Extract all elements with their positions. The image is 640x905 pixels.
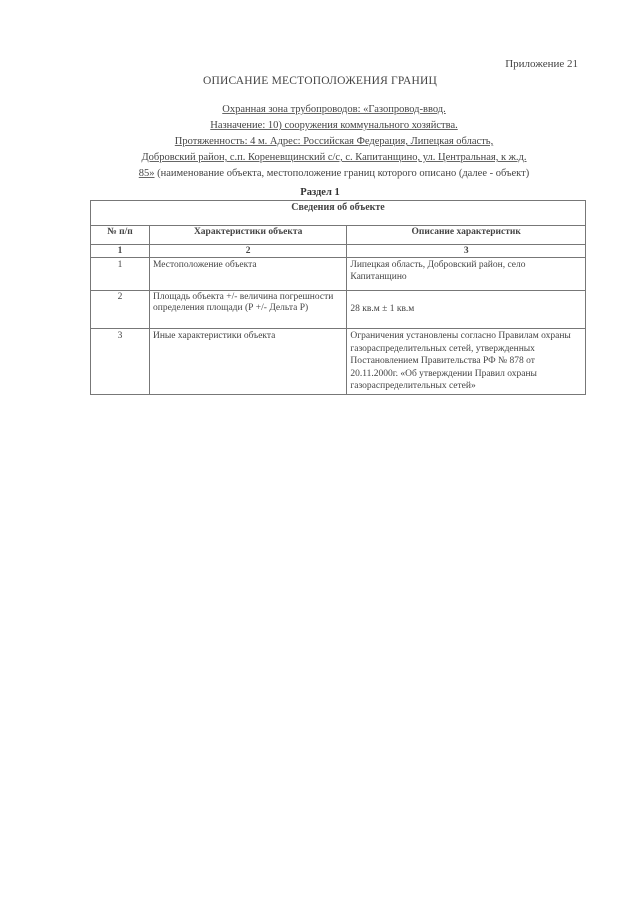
table-row [91,258,586,291]
table-caption: Сведения об объекте [91,201,586,226]
row-number: 1 [91,258,150,291]
row-characteristic: Местоположение объекта [149,258,346,291]
row-characteristic: Иные характеристики объекта [149,329,346,395]
table-caption-row [91,201,586,226]
row-characteristic: Площадь объекта +/- величина погрешности определения площади (Р +/- Дельта Р) [149,291,346,329]
column-header: № п/п [91,226,150,245]
column-number: 2 [149,245,346,258]
table-row [91,329,586,395]
row-description: 28 кв.м ± 1 кв.м [347,291,586,329]
object-description-line: Назначение: 10) сооружения коммунального хозяйства. [210,120,458,131]
appendix-label: Приложение 21 [505,58,578,70]
object-info-table [90,200,586,395]
column-number: 1 [91,245,150,258]
column-header: Характеристики объекта [149,226,346,245]
object-description-line: Охранная зона трубопроводов: «Газопровод-ввод. [222,104,446,115]
row-number: 2 [91,291,150,329]
table-row [91,291,586,329]
row-description: Ограничения установлены согласно Правилам охраны газораспределительных сетей, утвержденных Постановлением Правительства РФ № 878 от 20.11.2000г. «Об утверждении Правил охраны газораспределительных сетей» [347,329,586,395]
object-description-line: Протяженность: 4 м. Адрес: Российская Федерация, Липецкая область, [174,136,494,147]
column-header: Описание характеристик [347,226,586,245]
object-description-note: (наименование объекта, местоположение границ которого описано (далее - объект) [154,168,530,179]
table-header-row [91,226,586,245]
document-title: ОПИСАНИЕ МЕСТОПОЛОЖЕНИЯ ГРАНИЦ [202,75,438,87]
object-description [100,102,568,182]
row-number: 3 [91,329,150,395]
object-description-line: 85» [138,168,155,179]
column-number-row [91,245,586,258]
row-description: Липецкая область, Добровский район, село Капитанщино [347,258,586,291]
object-description-line: Добровский район, с.п. Кореневщинский с/с, с. Капитанщино, ул. Центральная, к ж.д. [141,152,527,163]
section-title: Раздел 1 [300,187,340,198]
column-number: 3 [347,245,586,258]
